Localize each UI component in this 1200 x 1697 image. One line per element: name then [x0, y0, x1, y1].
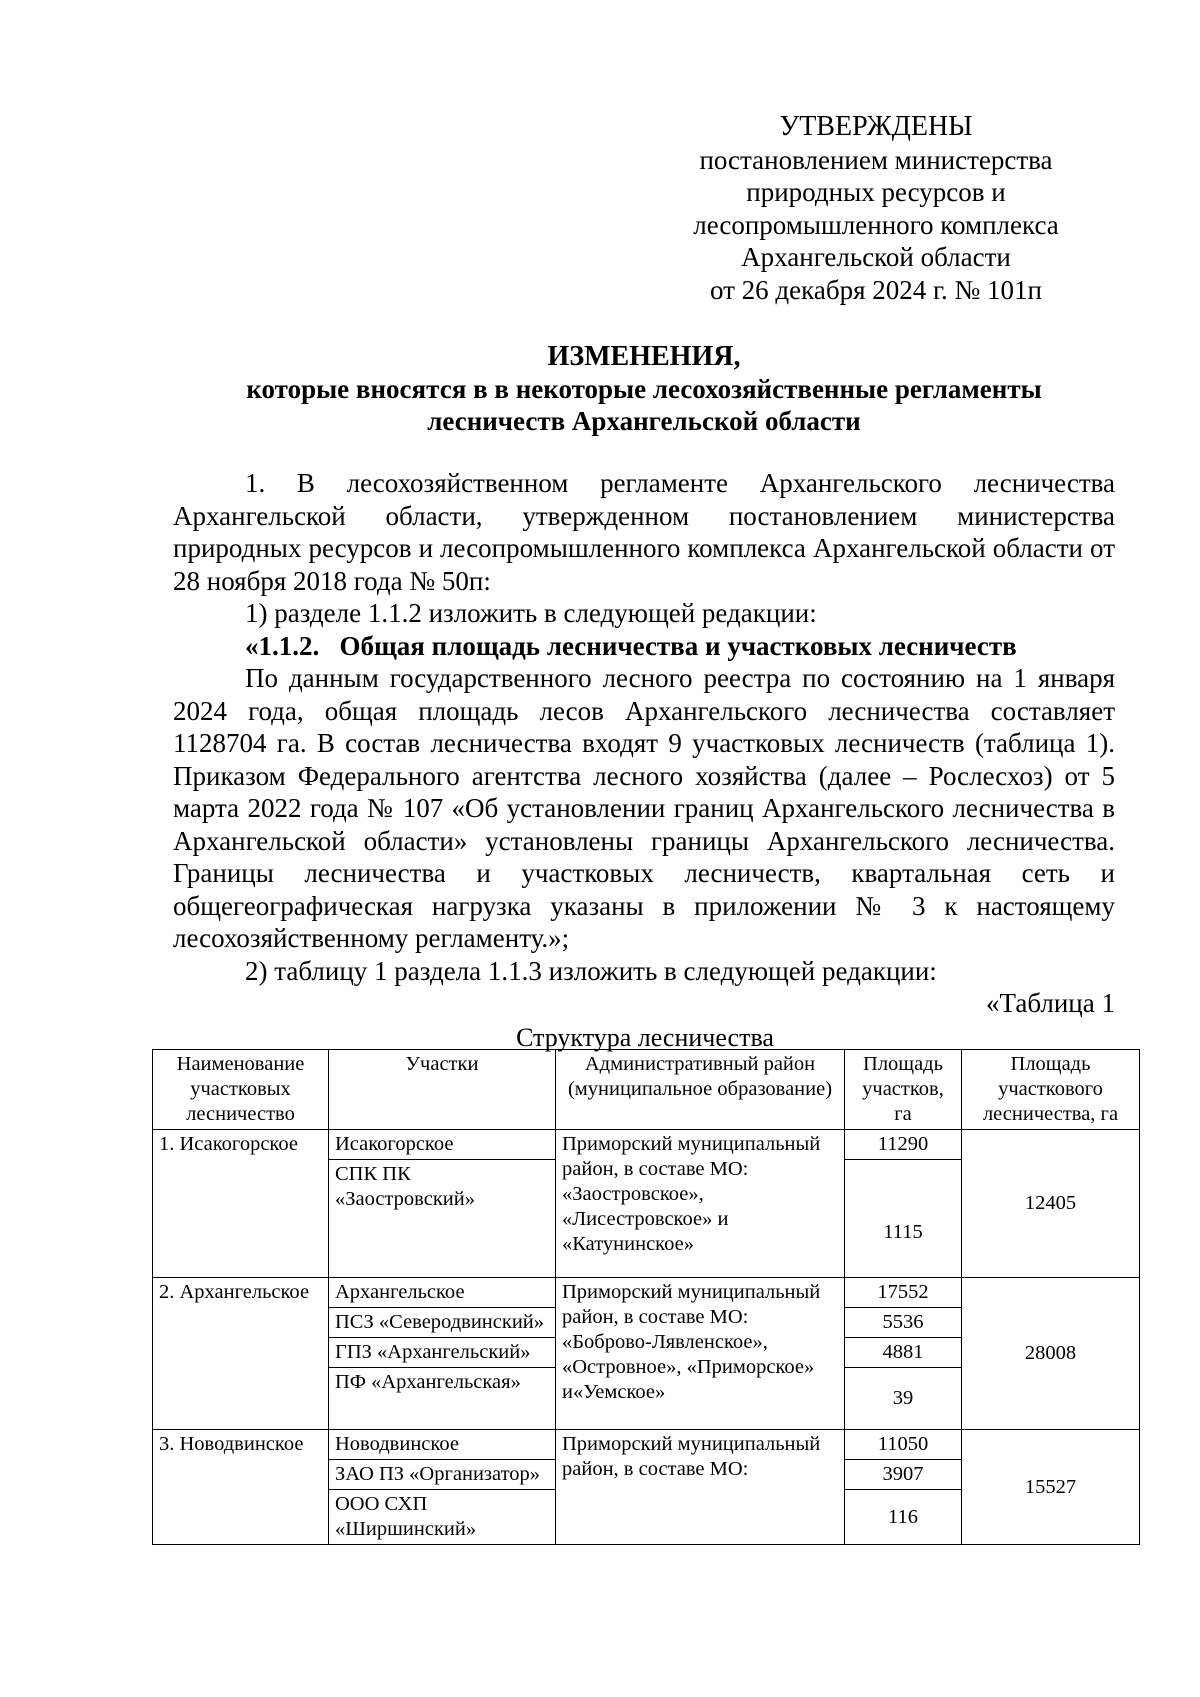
- title-main: ИЗМЕНЕНИЯ,: [547, 341, 741, 372]
- plot-area: 1115: [845, 1160, 962, 1278]
- approval-line: природных ресурсов и: [746, 177, 1006, 207]
- approval-line: от 26 декабря 2024 г. № 101п: [709, 274, 1042, 305]
- table-header-row: [153, 1050, 1140, 1130]
- header-plots: Участки: [329, 1050, 556, 1130]
- plot-name: СПК ПК «Заостровский»: [329, 1160, 556, 1278]
- header-district-area: Площадь участкового лесничества, га: [962, 1050, 1140, 1130]
- table-row: [153, 1430, 1140, 1460]
- approval-line: лесопромышленного комплекса: [693, 209, 1059, 240]
- plot-area: 11290: [845, 1130, 962, 1160]
- plot-name: ГПЗ «Архангельский»: [329, 1338, 556, 1368]
- paragraph-4: По данным государственного лесного реестра по состоянию на 1 января 2024 года, общая площадь лесов Архангельского лесничества составляет 1128704 га. В состав лесничества входят 9 участковых лесничеств (таблица 1). Приказом Федерального агентства лесного хозяйства (далее – Рослесхоз) от 5 марта 2022 года № 107 «Об установлении границ Архангельского лесничества в Архангельской области» установлены границы Архангельского лесничества. Границы лесничества и участковых лесничеств, квартальная сеть и общегеографическая нагрузка указаны в приложении № 3 к настоящему лесохозяйственному регламенту.»;: [173, 663, 1115, 953]
- plot-area: 11050: [845, 1430, 962, 1460]
- plot-area: 4881: [845, 1338, 962, 1368]
- title-line-3: лесничеств Архангельской области: [427, 406, 861, 436]
- admin-area: Приморский муниципальный район, в составе МО: «Заостровское», «Лисестровское» и «Катунинское»: [556, 1130, 845, 1278]
- plot-area: 3907: [845, 1460, 962, 1490]
- admin-area: Приморский муниципальный район, в составе МО: «Боброво-Лявленское», «Островное», «Приморское» и«Уемское»: [556, 1278, 845, 1430]
- plot-name: ООО СХП «Ширшинский»: [329, 1490, 556, 1545]
- table-row: [153, 1278, 1140, 1308]
- table-caption: Структура лесничества: [516, 1023, 774, 1052]
- district-name: 1. Исакогорское: [153, 1130, 329, 1278]
- header-district: Наименование участковых лесничество: [153, 1050, 329, 1130]
- approval-line: постановлением министерства: [699, 144, 1053, 175]
- approval-line: Архангельской области: [741, 242, 1011, 272]
- paragraph-1: 1. В лесохозяйственном регламенте Архангельского лесничества Архангельской области, утвержденном постановлением министерства природных ресурсов и лесопромышленного комплекса Архангельской области от 28 ноября 2018 года № 50п:: [173, 468, 1115, 596]
- table-label: «Таблица 1: [986, 988, 1115, 1018]
- header-admin-area: Административный район (муниципальное образование): [556, 1050, 845, 1130]
- approval-block: [676, 111, 1076, 306]
- document-body: [173, 467, 1115, 1020]
- plot-name: Исакогорское: [329, 1130, 556, 1160]
- plot-area: 5536: [845, 1308, 962, 1338]
- district-total-area: 15527: [962, 1430, 1140, 1545]
- plot-name: ПСЗ «Северодвинский»: [329, 1308, 556, 1338]
- title-line-2: которые вносятся в в некоторые лесохозяйственные регламенты: [246, 374, 1042, 404]
- district-total-area: 12405: [962, 1130, 1140, 1278]
- plot-area: 116: [845, 1490, 962, 1545]
- paragraph-5: 2) таблицу 1 раздела 1.1.3 изложить в следующей редакции:: [245, 955, 937, 986]
- paragraph-2: 1) разделе 1.1.2 изложить в следующей редакции:: [245, 598, 817, 628]
- plot-name: ПФ «Архангельская»: [329, 1368, 556, 1430]
- plot-area: 39: [845, 1368, 962, 1430]
- section-heading: «1.1.2. Общая площадь лесничества и участковых лесничеств: [245, 630, 1017, 661]
- district-total-area: 28008: [962, 1278, 1140, 1430]
- admin-area: Приморский муниципальный район, в составе МО:: [556, 1430, 845, 1545]
- forestry-structure-table: [152, 1049, 1140, 1545]
- plot-name: Новодвинское: [329, 1430, 556, 1460]
- document-title: [173, 341, 1115, 437]
- district-name: 2. Архангельское: [153, 1278, 329, 1430]
- table-row: [153, 1130, 1140, 1160]
- header-plot-area: Площадь участков, га: [845, 1050, 962, 1130]
- plot-name: ЗАО ПЗ «Организатор»: [329, 1460, 556, 1490]
- approval-heading: УТВЕРЖДЕНЫ: [779, 111, 973, 142]
- plot-area: 17552: [845, 1278, 962, 1308]
- district-name: 3. Новодвинское: [153, 1430, 329, 1545]
- plot-name: Архангельское: [329, 1278, 556, 1308]
